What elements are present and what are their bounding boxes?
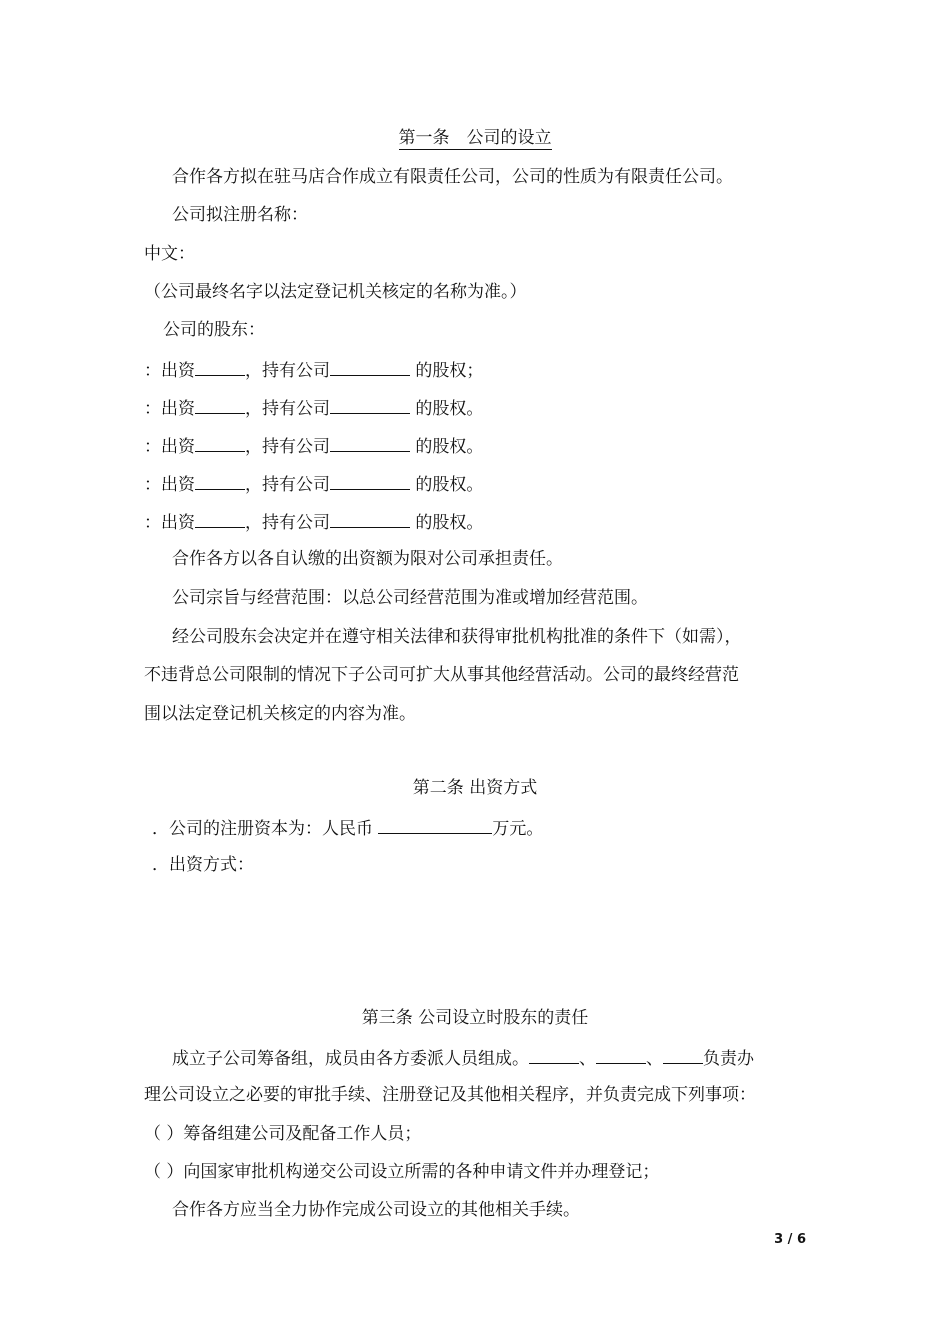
article1-para8-line2: 不违背总公司限制的情况下子公司可扩大从事其他经营活动。公司的最终经营范 xyxy=(144,665,739,685)
article1-para3: 中文： xyxy=(144,244,195,264)
blank-underline xyxy=(195,509,245,528)
article1-para7: 公司宗旨与经营范围：以总公司经营范围为准或增加经营范围。 xyxy=(172,588,648,608)
shareholder-line: ：出资 ，持有公司 的股权。 xyxy=(144,395,483,421)
blank-underline xyxy=(378,815,492,834)
page-number: 3 / 6 xyxy=(774,1232,806,1247)
article3-para1-line2: 理公司设立之必要的审批手续、注册登记及其他相关程序，并负责完成下列事项： xyxy=(144,1085,756,1105)
registered-capital-line: ．公司的注册资本为：人民币 万元。 xyxy=(152,815,543,841)
article3-para2: 合作各方应当全力协作完成公司设立的其他相关手续。 xyxy=(172,1200,580,1220)
blank-underline xyxy=(330,357,410,376)
shareholder-line: ：出资 ，持有公司 的股权。 xyxy=(144,433,483,459)
article1-para6: 合作各方以各自认缴的出资额为限对公司承担责任。 xyxy=(172,549,563,569)
article1-para8-line3: 围以法定登记机关核定的内容为准。 xyxy=(144,704,416,724)
blank-underline xyxy=(195,357,245,376)
article3-para1-line1: 成立子公司筹备组，成员由各方委派人员组成。 、 、 负责办 xyxy=(172,1045,754,1071)
shareholder-line: ：出资 ，持有公司 的股权。 xyxy=(144,471,483,497)
article1-para8-line1: 经公司股东会决定并在遵守相关法律和获得审批机构批准的条件下（如需）， xyxy=(172,627,742,647)
blank-underline xyxy=(330,509,410,528)
blank-underline xyxy=(195,471,245,490)
article1-para1: 合作各方拟在驻马店合作成立有限责任公司，公司的性质为有限责任公司。 xyxy=(172,167,733,187)
blank-underline xyxy=(529,1045,579,1064)
blank-underline xyxy=(330,433,410,452)
article1-para4: （公司最终名字以法定登记机关核定的名称为准。） xyxy=(144,282,527,302)
article3-item2: （ ）向国家审批机构递交公司设立所需的各种申请文件并办理登记； xyxy=(144,1162,660,1182)
contribution-method-line: ．出资方式： xyxy=(152,855,254,875)
shareholder-line: ：出资 ，持有公司 的股权； xyxy=(144,357,483,383)
blank-underline xyxy=(195,395,245,414)
blank-underline xyxy=(330,471,410,490)
article2-title: 第二条 出资方式 xyxy=(412,778,538,798)
article1-title: 第一条 公司的设立 xyxy=(398,128,552,148)
article3-item1: （ ）筹备组建公司及配备工作人员； xyxy=(144,1124,422,1144)
blank-underline xyxy=(596,1045,646,1064)
article1-para2: 公司拟注册名称： xyxy=(172,205,308,225)
article1-para5: 公司的股东： xyxy=(163,320,265,340)
blank-underline xyxy=(330,395,410,414)
article3-title: 第三条 公司设立时股东的责任 xyxy=(361,1008,589,1028)
blank-underline xyxy=(195,433,245,452)
shareholder-line: ：出资 ，持有公司 的股权。 xyxy=(144,509,483,535)
blank-underline xyxy=(663,1045,703,1064)
